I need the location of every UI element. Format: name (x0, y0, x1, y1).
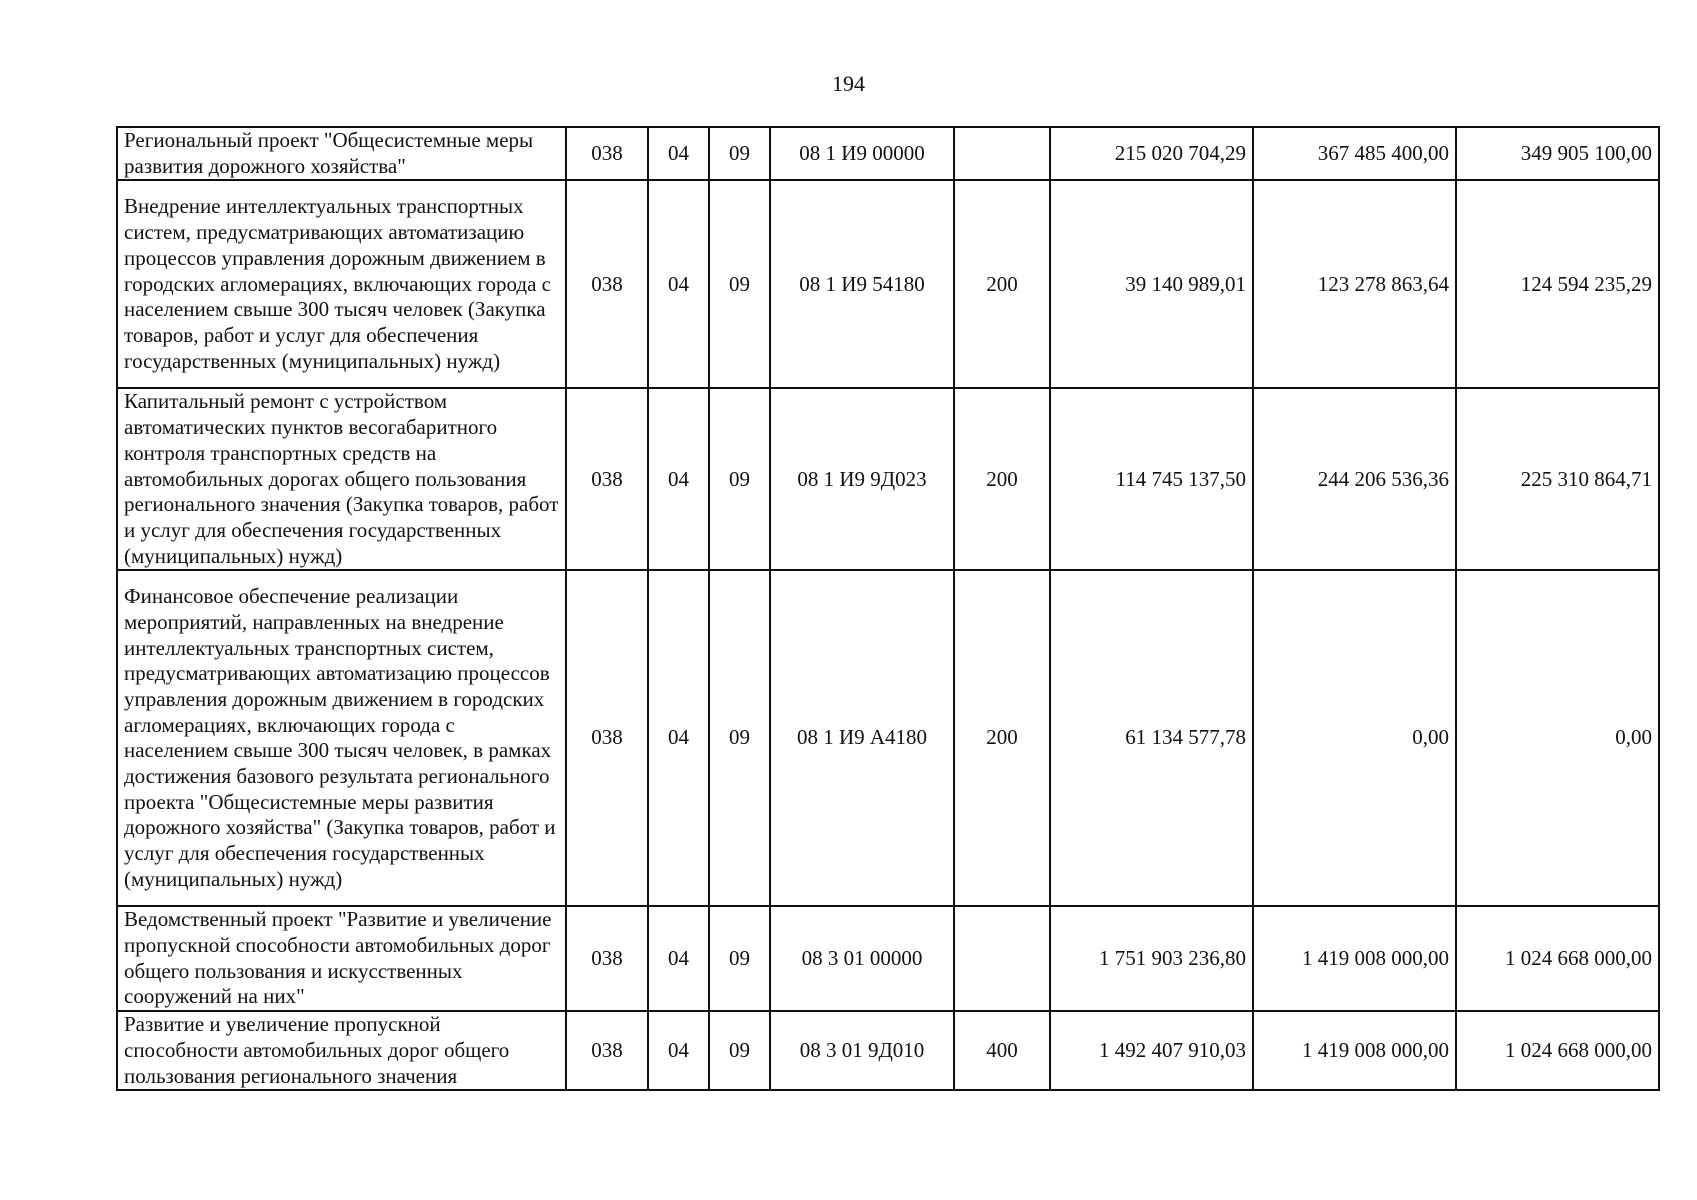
section-code: 04 (648, 570, 709, 906)
target-code: 08 1 И9 9Д023 (770, 388, 954, 570)
amount-2: 123 278 863,64 (1253, 180, 1456, 388)
amount-2: 1 419 008 000,00 (1253, 1011, 1456, 1090)
expense-type-code (954, 127, 1050, 180)
ministry-code: 038 (566, 127, 648, 180)
table-row (117, 1011, 1659, 1090)
section-code: 04 (648, 180, 709, 388)
amount-3: 1 024 668 000,00 (1456, 906, 1659, 1011)
target-code: 08 1 И9 00000 (770, 127, 954, 180)
expense-type-code: 200 (954, 180, 1050, 388)
expense-type-code (954, 906, 1050, 1011)
ministry-code: 038 (566, 570, 648, 906)
target-code: 08 1 И9 54180 (770, 180, 954, 388)
section-code: 04 (648, 388, 709, 570)
ministry-code: 038 (566, 906, 648, 1011)
expense-type-code: 400 (954, 1011, 1050, 1090)
row-name: Финансовое обеспечение реализации мероприятий, направленных на внедрение интеллектуальных транспортных систем, предусматривающих автоматизацию процессов управления дорожным движением в городских агломерациях, включающих города с населением свыше 300 тысяч человек, в рамках достижения базового результата регионального проекта "Общесистемные меры развития дорожного хозяйства" (Закупка товаров, работ и услуг для обеспечения государственных (муниципальных) нужд) (117, 570, 566, 906)
amount-3: 225 310 864,71 (1456, 388, 1659, 570)
table-row (117, 180, 1659, 388)
amount-2: 244 206 536,36 (1253, 388, 1456, 570)
amount-3: 349 905 100,00 (1456, 127, 1659, 180)
ministry-code: 038 (566, 388, 648, 570)
amount-1: 114 745 137,50 (1050, 388, 1253, 570)
row-name: Региональный проект "Общесистемные меры развития дорожного хозяйства" (117, 127, 566, 180)
ministry-code: 038 (566, 180, 648, 388)
section-code: 04 (648, 1011, 709, 1090)
amount-1: 39 140 989,01 (1050, 180, 1253, 388)
subsection-code: 09 (709, 906, 770, 1011)
subsection-code: 09 (709, 388, 770, 570)
subsection-code: 09 (709, 180, 770, 388)
row-name: Внедрение интеллектуальных транспортных систем, предусматривающих автоматизацию процессов управления дорожным движением в городских агломерациях, включающих города с населением свыше 300 тысяч человек (Закупка товаров, работ и услуг для обеспечения государственных (муниципальных) нужд) (117, 180, 566, 388)
target-code: 08 3 01 9Д010 (770, 1011, 954, 1090)
section-code: 04 (648, 906, 709, 1011)
expense-type-code: 200 (954, 570, 1050, 906)
table-row (117, 127, 1659, 180)
subsection-code: 09 (709, 570, 770, 906)
row-name: Развитие и увеличение пропускной способности автомобильных дорог общего пользования регионального значения (117, 1011, 566, 1090)
amount-3: 124 594 235,29 (1456, 180, 1659, 388)
amount-3: 0,00 (1456, 570, 1659, 906)
target-code: 08 3 01 00000 (770, 906, 954, 1011)
expense-type-code: 200 (954, 388, 1050, 570)
amount-3: 1 024 668 000,00 (1456, 1011, 1659, 1090)
ministry-code: 038 (566, 1011, 648, 1090)
row-name: Ведомственный проект "Развитие и увеличение пропускной способности автомобильных дорог общего пользования и искусственных сооружений на них" (117, 906, 566, 1011)
amount-1: 1 751 903 236,80 (1050, 906, 1253, 1011)
table-row (117, 906, 1659, 1011)
row-name: Капитальный ремонт с устройством автоматических пунктов весогабаритного контроля транспортных средств на автомобильных дорогах общего пользования регионального значения (Закупка товаров, работ и услуг для обеспечения государственных (муниципальных) нужд) (117, 388, 566, 570)
amount-2: 367 485 400,00 (1253, 127, 1456, 180)
target-code: 08 1 И9 А4180 (770, 570, 954, 906)
amount-1: 1 492 407 910,03 (1050, 1011, 1253, 1090)
amount-2: 1 419 008 000,00 (1253, 906, 1456, 1011)
subsection-code: 09 (709, 1011, 770, 1090)
amount-1: 61 134 577,78 (1050, 570, 1253, 906)
amount-2: 0,00 (1253, 570, 1456, 906)
budget-table (116, 126, 1660, 1091)
table-row (117, 570, 1659, 906)
page-number: 194 (832, 71, 865, 96)
subsection-code: 09 (709, 127, 770, 180)
amount-1: 215 020 704,29 (1050, 127, 1253, 180)
table-row (117, 388, 1659, 570)
section-code: 04 (648, 127, 709, 180)
